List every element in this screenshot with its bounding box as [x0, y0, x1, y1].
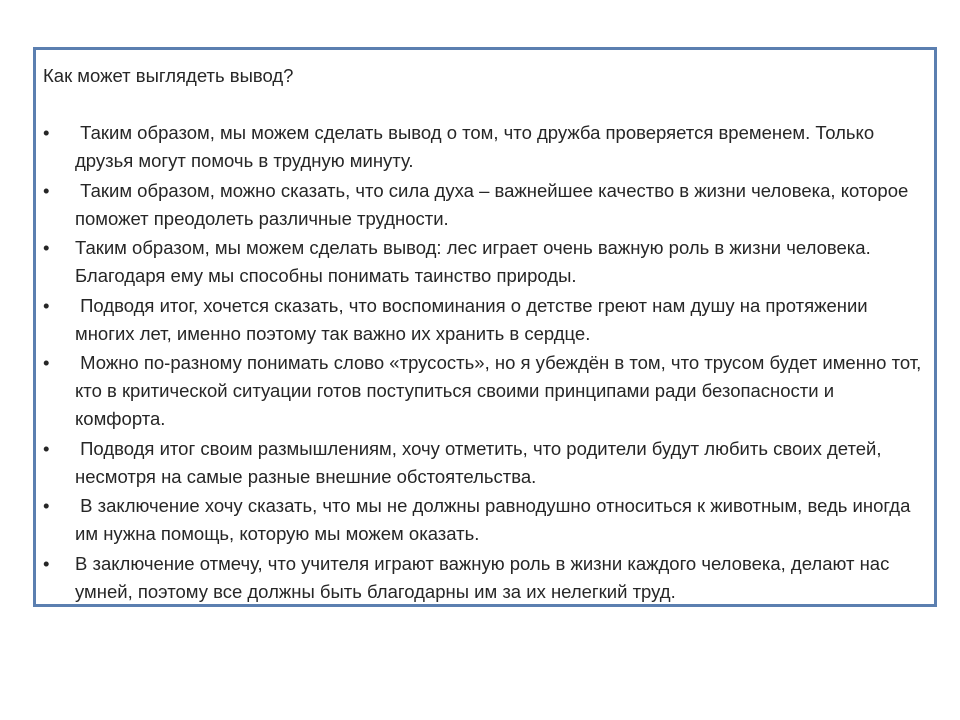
list-item [41, 435, 926, 491]
slide-heading: Как может выглядеть вывод? [43, 65, 294, 86]
list-item [41, 234, 926, 290]
list-item-text: В заключение отмечу, что учителя играют важную роль в жизни каждого человека, делают нас умней, поэтому все должны быть благодарны им за их нелегкий труд. [75, 552, 890, 602]
list-item-text: Таким образом, мы можем сделать вывод о том, что дружба проверяется временем. Только друзья могут помочь в трудную минуту. [75, 122, 875, 171]
list-item [41, 119, 926, 175]
bullet-icon: • [43, 495, 50, 516]
bullet-icon: • [43, 552, 50, 574]
conclusion-list [41, 119, 926, 607]
list-item [41, 492, 926, 548]
list-item [41, 550, 926, 606]
list-item-text: Таким образом, можно сказать, что сила духа – важнейшее качество в жизни человека, которое поможет преодолеть различные трудности. [75, 179, 909, 229]
list-item-text: В заключение хочу сказать, что мы не должны равнодушно относиться к животным, ведь иногда им нужна помощь, которую мы можем оказать. [75, 495, 911, 544]
list-item-text: Таким образом, мы можем сделать вывод: лес играет очень важную роль в жизни человека. Благодаря ему мы способны понимать таинство природы. [75, 237, 871, 286]
bullet-icon: • [43, 352, 50, 373]
list-item [41, 292, 926, 348]
list-item [41, 349, 926, 433]
bullet-icon: • [43, 437, 50, 459]
list-item-text: Можно по-разному понимать слово «трусость», но я убеждён в том, что трусом будет именно тот, кто в критической ситуации готов поступиться своими принципами ради безопасности и комфорта. [75, 352, 922, 429]
bullet-icon: • [43, 237, 50, 258]
bullet-icon: • [43, 122, 50, 143]
list-item [41, 177, 926, 233]
bullet-icon: • [43, 294, 50, 316]
list-item-text: Подводя итог своим размышлениям, хочу отметить, что родители будут любить своих детей, несмотря на самые разные внешние обстоятельства. [75, 437, 882, 487]
list-item-text: Подводя итог, хочется сказать, что воспоминания о детстве греют нам душу на протяжении многих лет, именно поэтому так важно их хранить в сердце. [75, 294, 868, 344]
slide-text-box [33, 47, 937, 607]
bullet-icon: • [43, 179, 50, 201]
